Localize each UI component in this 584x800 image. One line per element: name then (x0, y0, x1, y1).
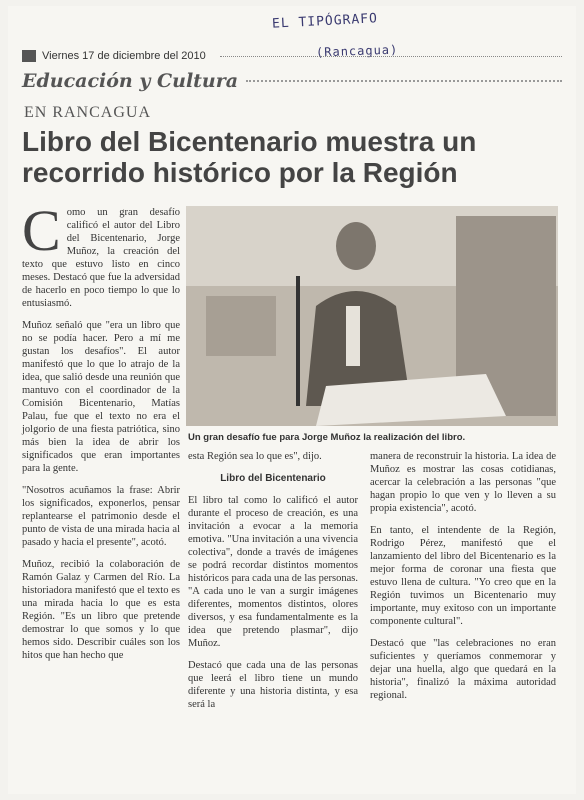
kicker: EN RANCAGUA (24, 104, 151, 121)
photo-speaker-at-podium (186, 206, 558, 426)
article-column-1 (22, 198, 180, 671)
newspaper-logo-icon (22, 50, 36, 62)
paragraph: Muñoz señaló que "era un libro que no se podía hacer. Pero a mí me gustan los desafíos". El autor manifestó que lo que lo atrajo de la idea, que salió desde una reunión que mantuvo con el coordinador de la Comisión Bicentenario, Matías Palau, fue que el texto no era el jolgorio de una fiesta patriótica, sino más bien la idea de abrir los significados que eran importantes para la gente. (22, 320, 180, 474)
article-column-2 (188, 450, 358, 720)
photo-caption: Un gran desafío fue para Jorge Muñoz la realización del libro. (188, 432, 466, 443)
paragraph: "Nosotros acuñamos la frase: Abrir los significados, exponerlos, pensar replantearse el patrimonio desde el punto de vista de una mirada hacia al pasado y hacia el presente", acotó. (22, 485, 180, 548)
paragraph: Destacó que "las celebraciones no eran suficientes y queríamos conmemorar y dejar una huella, algo que quedará en la historia", finalizó la máxima autoridad regional. (370, 638, 556, 701)
dateline-divider (220, 56, 562, 57)
drop-cap: C (22, 198, 61, 263)
handwritten-source-note: EL TIPÓGRAFO (271, 11, 379, 32)
handwritten-city-note: (Rancagua) (315, 42, 399, 60)
headline: Libro del Bicentenario muestra un recorrido histórico por la Región (22, 126, 477, 188)
paragraph-text: omo un gran desafío calificó el autor del Libro del Bicentenario, Jorge Muñoz, la creación del texto que estuvo listo en cinco meses. Destacó que fue la adversidad de hacerlo en poco tiempo lo que lo entusiasmó. (22, 207, 180, 309)
dateline (22, 50, 562, 62)
subheading: Libro del Bicentenario (220, 473, 326, 484)
paragraph: esta Región sea lo que es", dijo. (188, 451, 322, 462)
paragraph (22, 198, 180, 310)
paragraph: Destacó que cada una de las personas que leerá el libro tiene un mundo diferente y una historia distinta, y esa será la (188, 660, 358, 710)
paragraph: Muñoz, recibió la colaboración de Ramón Galaz y Carmen del Río. La historiadora manifestó que el texto es una mirada hacia lo que es esta Región. "Es un libro que pretende demostrar lo que somos y lo que hemos sido. Describir cuáles son los hitos que han hecho que (22, 559, 180, 661)
article-column-3 (370, 450, 556, 711)
section-title: Educación y Cultura (22, 70, 239, 92)
paragraph: manera de reconstruir la historia. La idea de Muñoz es mostrar las cosas cotidianas, acercar la celebración a las personas "que hagan propio lo que ven y lo lleven a su propia existencia", acotó. (370, 451, 556, 514)
section-divider (246, 80, 562, 82)
paragraph: En tanto, el intendente de la Región, Rodrigo Pérez, manifestó que el lanzamiento del libro del Bicentenario es la mejor forma de coronar una fiesta que estuvo llena de cultura. "Yo creo que en la Región tuvimos un Bicentenario muy importante, muy exitoso con un importante componente cultural". (370, 525, 556, 627)
article-photo (186, 206, 558, 426)
paragraph: El libro tal como lo calificó el autor durante el proceso de creación, es una invitación a evocar a la memoria emotiva. "Una invitación a una vivencia colectiva", donde a través de imágenes se podrá recordar distintos momentos históricos para cada una de las personas. "A cada uno le van a surgir imágenes diferentes, momentos distintos, olores diversos, y esa fundamentalmente es la idea que pretendo plasmar", dijo Muñoz. (188, 495, 358, 649)
date-text: Viernes 17 de diciembre del 2010 (42, 50, 206, 62)
section-header (22, 70, 562, 92)
